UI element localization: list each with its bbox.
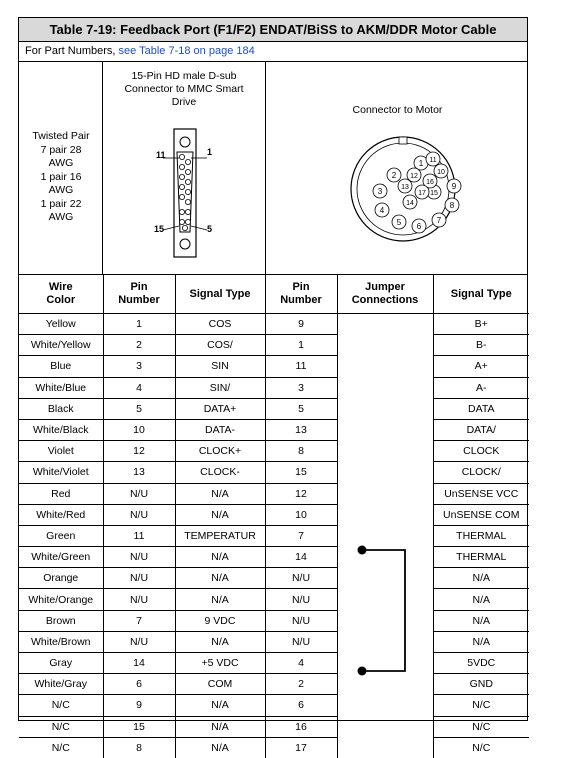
table-row (19, 568, 529, 589)
wire-color-cell: Blue (19, 356, 103, 377)
drive-signal-cell: DATA- (175, 419, 265, 440)
drive-pin-cell: 7 (103, 610, 175, 631)
motor-signal-cell: DATA (433, 398, 529, 419)
table-reference-link[interactable]: see Table 7-18 on page 184 (118, 45, 255, 57)
drive-pin-cell: 2 (103, 335, 175, 356)
dsub-pin-label-11: 11 (156, 150, 166, 160)
motor-signal-cell: DATA/ (433, 419, 529, 440)
table-row (19, 462, 529, 483)
header-line: Color (46, 294, 76, 306)
drive-pin-cell: 11 (103, 525, 175, 546)
drive-signal-cell: COM (175, 674, 265, 695)
drive-signal-cell: SIN/ (175, 377, 265, 398)
motor-pin-cell: 14 (265, 547, 337, 568)
motor-pin-cell: N/U (265, 568, 337, 589)
wire-color-cell: White/Red (19, 504, 103, 525)
wire-color-cell: White/Gray (19, 674, 103, 695)
pinout-table (19, 275, 529, 758)
motor-signal-cell: 5VDC (433, 653, 529, 674)
jumper-connection-drawing (336, 275, 432, 722)
drive-signal-cell: SIN (175, 356, 265, 377)
table-row (19, 653, 529, 674)
motor-signal-cell: A- (433, 377, 529, 398)
motor-pin-label: 3 (377, 187, 383, 196)
wire-color-cell: White/Violet (19, 462, 103, 483)
table-row (19, 631, 529, 652)
twisted-line: 1 pair 16 (40, 170, 82, 183)
drive-pin-cell: N/U (103, 483, 175, 504)
motor-pin-cell: 6 (265, 695, 337, 716)
header-line: Signal Type (189, 287, 251, 300)
part-number-prefix: For Part Numbers, (25, 45, 119, 57)
jumper-wire (362, 550, 405, 671)
pinout-table-body (19, 314, 529, 758)
drive-signal-cell: COS/ (175, 335, 265, 356)
drive-pin-cell: 10 (103, 419, 175, 440)
header-line: Wire (48, 281, 73, 293)
table-row (19, 695, 529, 716)
header-pin-number-motor (265, 275, 337, 314)
motor-pin-label: 12 (410, 173, 418, 180)
dsub-pin-label-5: 5 (207, 224, 213, 234)
motor-signal-cell: A+ (433, 356, 529, 377)
wire-color-cell: Green (19, 525, 103, 546)
motor-pin-cell: 16 (265, 716, 337, 737)
motor-pin-cell: 2 (265, 674, 337, 695)
motor-pin-cell: 15 (265, 462, 337, 483)
drive-pin-cell: 5 (103, 398, 175, 419)
wire-color-cell: Violet (19, 441, 103, 462)
drive-pin-cell: N/U (103, 504, 175, 525)
drive-pin-cell: 12 (103, 441, 175, 462)
header-line: Signal Type (450, 287, 512, 300)
twisted-line: 7 pair 28 (40, 143, 82, 156)
table-row (19, 398, 529, 419)
twisted-line: AWG (48, 184, 74, 196)
table-row (19, 716, 529, 737)
motor-pin-label: 1 (418, 159, 424, 168)
motor-pin-label: 15 (430, 190, 438, 197)
table-row (19, 737, 529, 758)
connector-diagram-section (19, 62, 527, 275)
wire-color-cell: White/Orange (19, 589, 103, 610)
part-number-note (19, 42, 527, 62)
drive-signal-cell: N/A (175, 483, 265, 504)
dsub-pin-label-15: 15 (154, 224, 165, 234)
drive-signal-cell: TEMPERATUR (175, 525, 265, 546)
motor-pin-label: 10 (437, 169, 445, 176)
motor-pin-cell: 5 (265, 398, 337, 419)
motor-signal-cell: N/A (433, 610, 529, 631)
motor-pin-cell: N/U (265, 631, 337, 652)
twisted-pair-description (19, 130, 103, 225)
motor-pin-cell: 1 (265, 335, 337, 356)
motor-signal-cell: CLOCK/ (433, 462, 529, 483)
motor-pin-label: 5 (396, 218, 402, 227)
drive-pin-cell: N/U (103, 568, 175, 589)
table-row (19, 547, 529, 568)
drive-pin-cell: N/U (103, 631, 175, 652)
table-row (19, 335, 529, 356)
table-header-row (19, 275, 529, 314)
drive-signal-cell: CLOCK- (175, 462, 265, 483)
motor-pin-cell: 4 (265, 653, 337, 674)
drive-pin-cell: 14 (103, 653, 175, 674)
drive-pin-cell: 3 (103, 356, 175, 377)
header-line: Connections (351, 294, 419, 306)
header-line: Pin (130, 281, 148, 293)
motor-pin-label: 8 (449, 201, 455, 210)
motor-pin-cell: 3 (265, 377, 337, 398)
dsub-connector-title (103, 70, 265, 109)
twisted-pair-cell (19, 62, 103, 274)
header-signal-type-drive (175, 275, 265, 314)
dsub-title-line: Connector to MMC Smart (124, 83, 244, 95)
wire-color-cell: White/Brown (19, 631, 103, 652)
motor-pin-cell: 9 (265, 314, 337, 335)
motor-pin-label: 7 (436, 216, 442, 225)
jumper-cell (337, 737, 433, 758)
drive-signal-cell: 9 VDC (175, 610, 265, 631)
drive-signal-cell: N/A (175, 716, 265, 737)
wire-color-cell: N/C (19, 716, 103, 737)
dsub-pin-label-1: 1 (207, 147, 213, 157)
drive-pin-cell: 9 (103, 695, 175, 716)
wire-color-cell: White/Yellow (19, 335, 103, 356)
drive-signal-cell: N/A (175, 737, 265, 758)
motor-pin-cell: 8 (265, 441, 337, 462)
header-wire-color (19, 275, 103, 314)
cable-table-frame (18, 17, 528, 754)
motor-signal-cell: N/C (433, 716, 529, 737)
header-line: Number (280, 294, 322, 306)
drive-signal-cell: N/A (175, 568, 265, 589)
twisted-line: AWG (48, 211, 74, 223)
motor-pin-label: 14 (406, 200, 414, 207)
drive-pin-cell: 15 (103, 716, 175, 737)
drive-signal-cell: N/A (175, 547, 265, 568)
motor-signal-cell: B- (433, 335, 529, 356)
drive-pin-cell: N/U (103, 589, 175, 610)
motor-signal-cell: UnSENSE VCC (433, 483, 529, 504)
table-row (19, 483, 529, 504)
table-row (19, 377, 529, 398)
drive-signal-cell: +5 VDC (175, 653, 265, 674)
header-line: Number (118, 294, 160, 306)
motor-pin-cell: N/U (265, 610, 337, 631)
drive-pin-cell: 6 (103, 674, 175, 695)
drive-pin-cell: 13 (103, 462, 175, 483)
wire-color-cell: Yellow (19, 314, 103, 335)
motor-signal-cell: THERMAL (433, 547, 529, 568)
drive-signal-cell: DATA+ (175, 398, 265, 419)
motor-signal-cell: UnSENSE COM (433, 504, 529, 525)
motor-pin-label: 16 (426, 179, 434, 186)
table-row (19, 441, 529, 462)
wire-color-cell: N/C (19, 737, 103, 758)
motor-connector-drawing (266, 62, 529, 275)
motor-pin-cell: 7 (265, 525, 337, 546)
motor-signal-cell: B+ (433, 314, 529, 335)
table-row (19, 419, 529, 440)
wire-color-cell: N/C (19, 695, 103, 716)
motor-pin-cell: 10 (265, 504, 337, 525)
motor-signal-cell: N/A (433, 631, 529, 652)
drive-signal-cell: N/A (175, 695, 265, 716)
drive-signal-cell: COS (175, 314, 265, 335)
motor-signal-cell: THERMAL (433, 525, 529, 546)
twisted-line: AWG (48, 157, 74, 169)
motor-signal-cell: N/A (433, 589, 529, 610)
header-line: Pin (292, 281, 310, 293)
motor-signal-cell: CLOCK (433, 441, 529, 462)
motor-connector-title: Connector to Motor (352, 104, 443, 116)
table-row (19, 610, 529, 631)
motor-pin-label: 9 (451, 182, 457, 191)
table-row (19, 525, 529, 546)
motor-pin-cell: 17 (265, 737, 337, 758)
dsub-connector-cell (103, 62, 266, 274)
motor-signal-cell: N/C (433, 695, 529, 716)
drive-signal-cell: CLOCK+ (175, 441, 265, 462)
wire-color-cell: Gray (19, 653, 103, 674)
motor-pin-cell: N/U (265, 589, 337, 610)
motor-pin-cell: 13 (265, 419, 337, 440)
table-row (19, 504, 529, 525)
wire-color-cell: Red (19, 483, 103, 504)
wire-color-cell: Brown (19, 610, 103, 631)
table-row (19, 356, 529, 377)
motor-signal-cell: N/C (472, 741, 491, 754)
dsub-screw-hole-top (180, 137, 190, 147)
table-row (19, 314, 529, 335)
drive-pin-cell: 4 (103, 377, 175, 398)
motor-connector-cell (266, 62, 529, 274)
motor-pin-label: 4 (379, 206, 385, 215)
wire-color-cell: White/Black (19, 419, 103, 440)
table-title: Table 7-19: Feedback Port (F1/F2) ENDAT/BiSS to AKM/DDR Motor Cable (19, 18, 527, 42)
dsub-screw-hole-bottom (180, 239, 190, 249)
table-row (19, 674, 529, 695)
dsub-title-line: 15-Pin HD male D-sub (131, 70, 237, 82)
motor-pin-label: 2 (391, 171, 397, 180)
motor-pin-label: 17 (418, 190, 426, 197)
motor-pin-label: 11 (429, 157, 437, 164)
header-signal-type-motor (433, 275, 529, 314)
header-line: Jumper (365, 281, 405, 293)
motor-connector-key (399, 137, 407, 144)
drive-pin-cell: 1 (103, 314, 175, 335)
drive-pin-cell: N/U (103, 547, 175, 568)
drive-signal-cell: N/A (175, 504, 265, 525)
wire-color-cell: Black (19, 398, 103, 419)
motor-pin-cell: 11 (265, 356, 337, 377)
motor-pin-label: 13 (401, 184, 409, 191)
wire-color-cell: White/Green (19, 547, 103, 568)
twisted-line: Twisted Pair (32, 130, 90, 142)
drive-signal-cell: N/A (175, 589, 265, 610)
twisted-line: 1 pair 22 (40, 197, 82, 210)
motor-signal-cell: GND (433, 674, 529, 695)
table-row (19, 589, 529, 610)
drive-signal-cell: N/A (175, 631, 265, 652)
motor-signal-cell: N/A (433, 568, 529, 589)
dsub-title-line: Drive (171, 96, 197, 108)
wire-color-cell: White/Blue (19, 377, 103, 398)
header-pin-number-drive (103, 275, 175, 314)
wire-color-cell: Orange (19, 568, 103, 589)
motor-pin-cell: 12 (265, 483, 337, 504)
motor-pin-label: 6 (416, 222, 422, 231)
drive-pin-cell: 8 (103, 737, 175, 758)
